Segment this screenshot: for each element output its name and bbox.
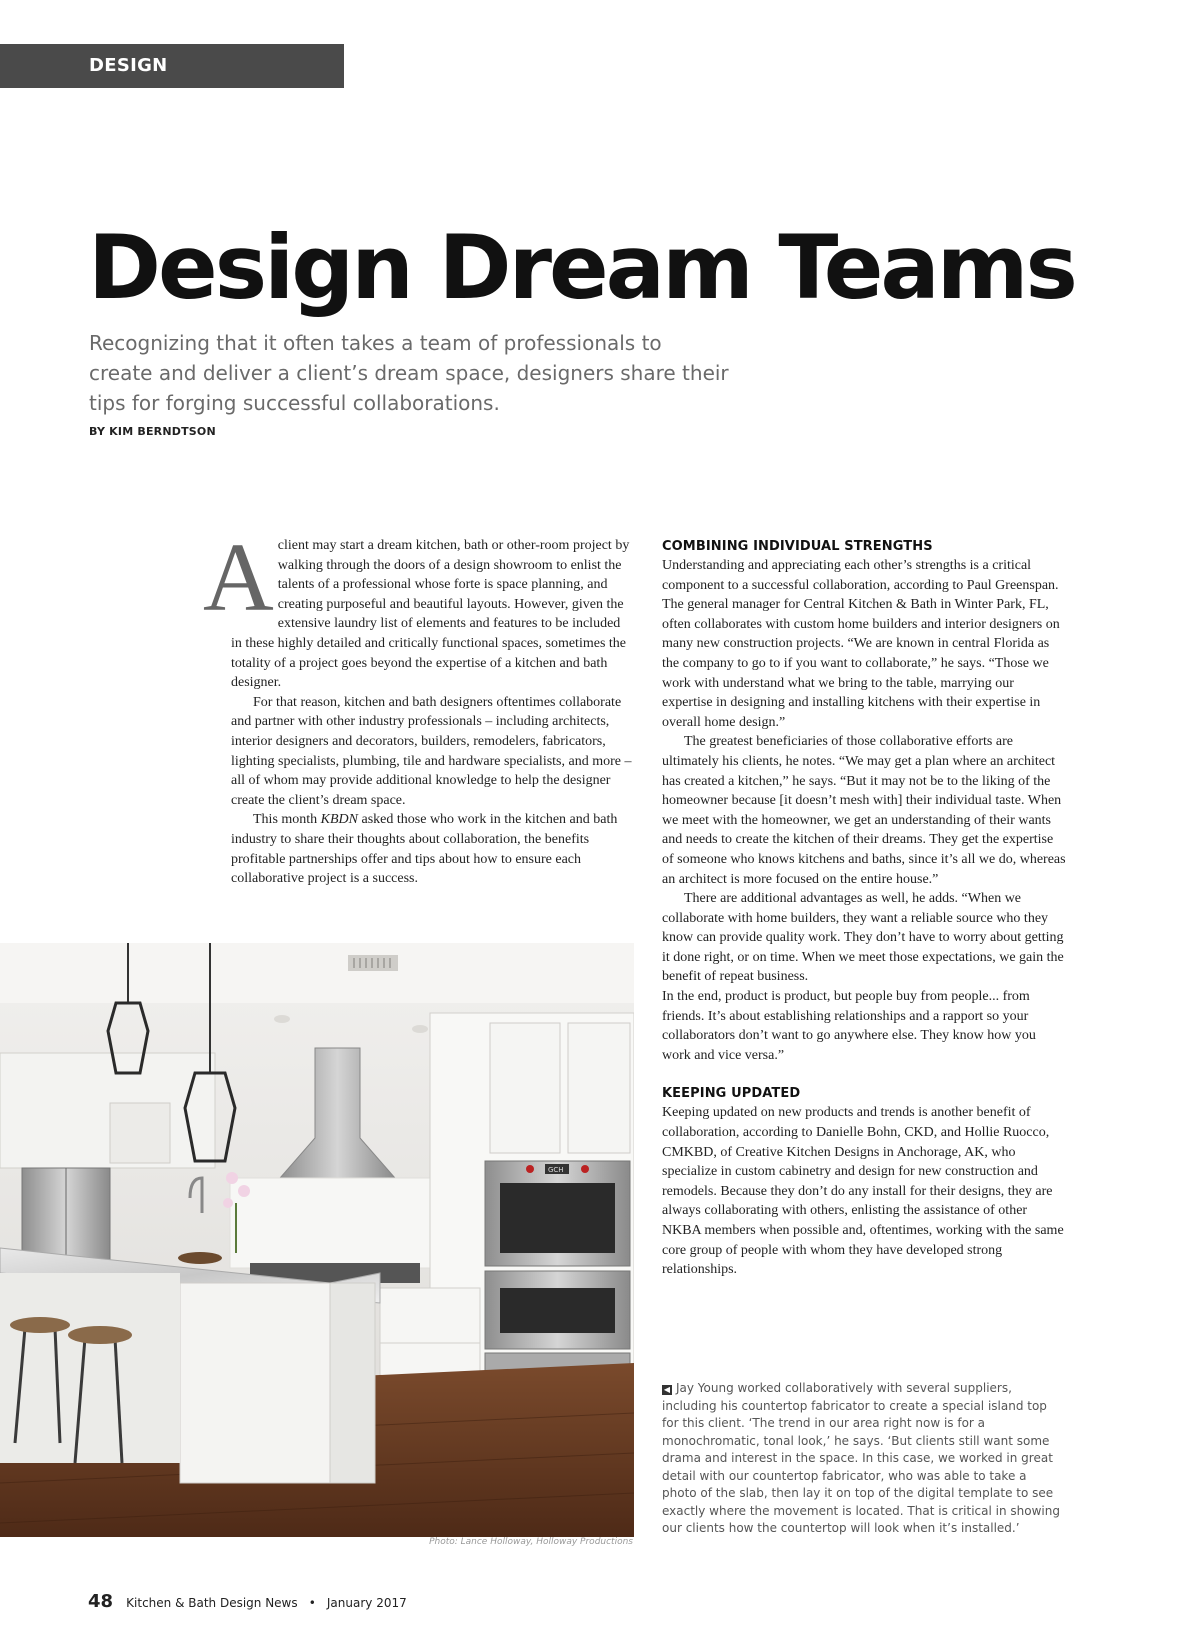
intro-column	[203, 524, 633, 889]
byline: BY KIM BERNDTSON	[89, 425, 216, 438]
intro-paragraph-2: For that reason, kitchen and bath designers oftentimes collaborate and partner with other industry professionals – including architects, interior designers and decorators, builders, remodelers, fabricators, lighting specialists, plumbing, tile and hardware specialists, and more – all of whom may provide additional knowledge to help the designer create the client’s dream space.	[231, 694, 632, 808]
section1-paragraph-1: Understanding and appreciating each other’s strengths is a critical component to a successful collaboration, according to Paul Greenspan. The general manager for Central Kitchen & Bath in Winter Park, FL, often collaborates with custom home builders and interior designers on many new construction projects. “We are known in central Florida as the company to go to if you want to collaborate,” he says. “Those we work with understand what we bring to the table, marrying our expertise in designing and installing kitchens with their expertise in overall home design.”	[662, 558, 1060, 730]
article-deck: Recognizing that it often takes a team of professionals to create and deliver a client’s dream space, designers share their tips for forging successful collaborations.	[89, 331, 729, 415]
section1-paragraph-2: The greatest beneficiaries of those collaborative efforts are ultimately his clients, he notes. “We may get a plan where an architect has created a kitchen,” he says. “But it may not be to the liking of the homeowner because [it doesn’t mesh with] their individual taste. When we meet with the homeowner, we get an understanding of their wants and needs to create the kitchen of their dreams. They get the expertise of someone who knows kitchens and baths, since it’s all we do, whereas an architect is more focused on the entire house.”	[662, 734, 1066, 887]
publication-name: Kitchen & Bath Design News	[126, 1596, 298, 1610]
page-number: 48	[88, 1591, 114, 1612]
subhead-keeping-updated: KEEPING UPDATED	[662, 1086, 801, 1102]
intro-paragraph-1-text: client may start a dream kitchen, bath or other-room project by walking through the doors of a design showroom to enlist the talents of a professional whose forte is space planning, and creating purposeful and beautiful layouts. However, given the extensive laundry list of elements and features to be included in these highly detailed and critically functional spaces, sometimes the totality of a project goes beyond the expertise of a kitchen and bath designer.	[231, 538, 630, 691]
intro-paragraph-1	[203, 524, 633, 693]
intro-p3-after: asked those who work in the kitchen and bath industry to share their thoughts about collaboration, the benefits profitable partnerships offer and tips about how to ensure each collaborative project is a success.	[231, 812, 618, 887]
section1-paragraph-3: There are additional advantages as well, he adds. “When we collaborate with home builders, they want a reliable source who they know can provide quality work. They don’t have to worry about getting it done right, or on time. When we meet those expectations, we gain the benefit of repeat business.	[662, 891, 1064, 985]
section2-paragraph-1: Keeping updated on new products and trends is another benefit of collaboration, according to Danielle Bohn, CKD, and Hollie Ruocco, CMKBD, of Creative Kitchen Designs in Anchorage, AK, who specialize in custom cabinetry and design for new construction and remodels. Because they don’t do any install for their designs, they are always collaborating with others, enlisting the assistance of other NKBA members when possible and, oftentimes, working with the same core group of people with whom they have developed strong relationships.	[662, 1105, 1064, 1278]
subhead-combining-strengths: COMBINING INDIVIDUAL STRENGTHS	[662, 539, 933, 554]
oven-label: GCH	[548, 1166, 564, 1174]
intro-p3-before: This month	[253, 812, 321, 828]
footer-separator: •	[308, 1596, 316, 1610]
intro-paragraph-3	[231, 810, 633, 888]
issue-date: January 2017	[326, 1596, 407, 1610]
section-tag: DESIGN COLLABORATION	[0, 44, 344, 88]
page-footer	[88, 1591, 407, 1612]
photo-caption	[662, 1380, 1062, 1538]
intro-p3-italic: KBDN	[320, 812, 359, 828]
kitchen-photo	[0, 943, 634, 1537]
photo-credit: Photo: Lance Holloway, Holloway Productions	[429, 1537, 633, 1547]
arrow-left-icon: ◀	[663, 1385, 671, 1394]
section1-paragraph-4: In the end, product is product, but people buy from people... from friends. It’s about establishing relationships and a rapport so your collaborators don’t want to go anywhere else. They know how you work and vice versa.”	[662, 989, 1036, 1063]
kitchen-photo-illustration	[0, 943, 634, 1537]
drop-cap: A	[203, 524, 274, 632]
main-column	[662, 538, 1067, 1280]
caption-text: Jay Young worked collaboratively with several suppliers, including his countertop fabricator to create a special island top for this client. ‘The trend in our area right now is for a monochromatic, tonal look,’ he says. ‘But clients still want some drama and interest in the space. In this case, we worked in great detail with our countertop fabricator, who was able to take a photo of the slab, then lay it on top of the digital template to see exactly where the movement is located. That is critical in showing our clients how the countertop will look when it’s installed.’	[662, 1381, 1060, 1535]
article-headline: Design Dream Teams	[88, 216, 1075, 319]
